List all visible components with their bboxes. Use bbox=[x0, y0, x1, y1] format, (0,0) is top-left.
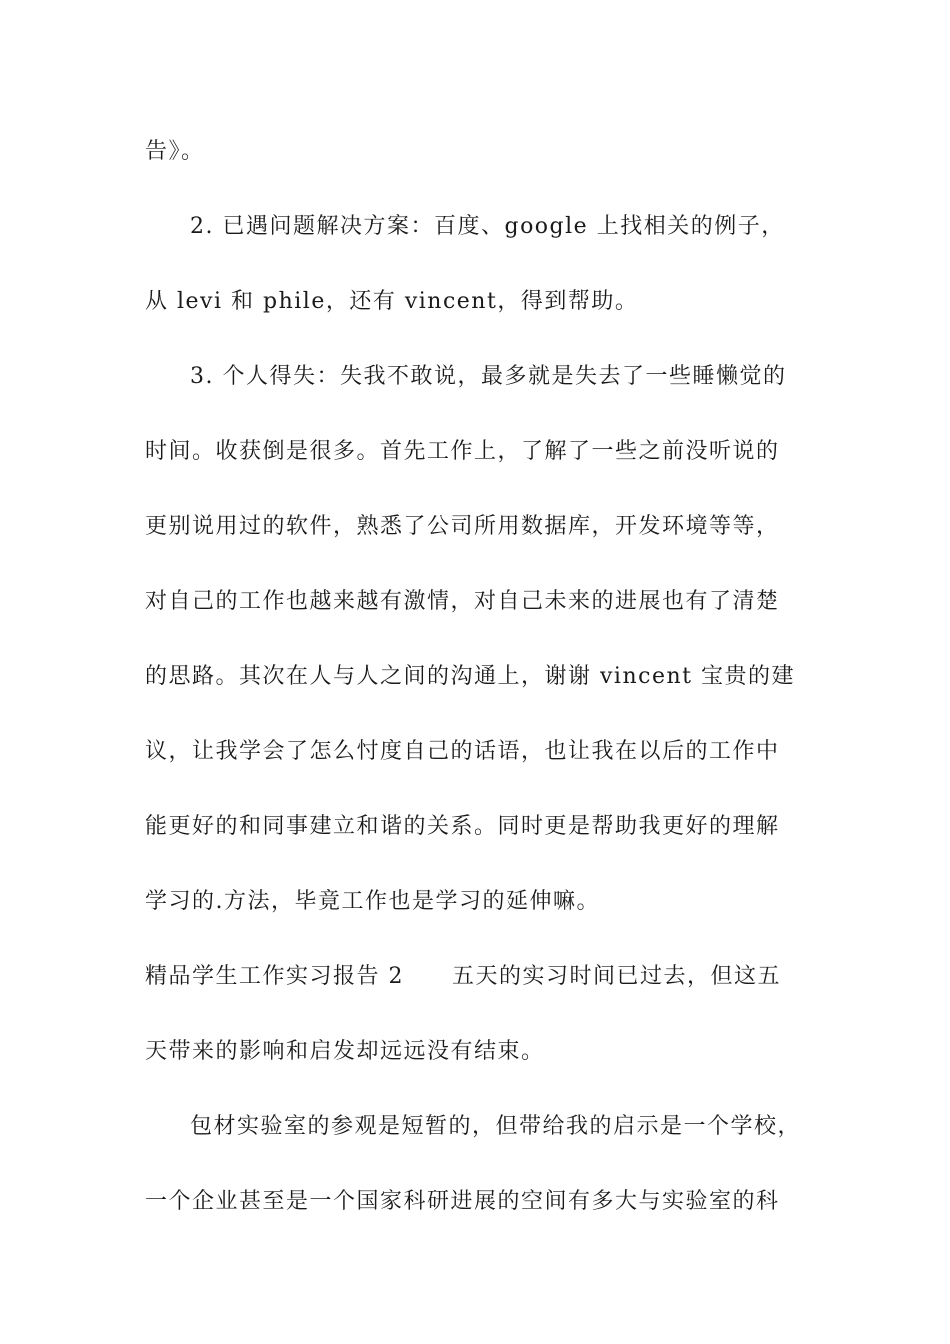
text-line: 学习的.方法，毕竟工作也是学习的延伸嘛。 bbox=[145, 889, 600, 914]
text-line: 时间。收获倒是很多。首先工作上，了解了一些之前没听说的 bbox=[145, 439, 780, 464]
text-line: 能更好的和同事建立和谐的关系。同时更是帮助我更好的理解 bbox=[145, 814, 780, 839]
text-line: 从 levi 和 phile，还有 vincent，得到帮助。 bbox=[145, 289, 639, 314]
text-line: 天带来的影响和启发却远远没有结束。 bbox=[145, 1039, 545, 1064]
section-heading-line bbox=[145, 962, 810, 992]
text-line: 3. 个人得失：失我不敢说，最多就是失去了一些睡懒觉的 bbox=[190, 364, 787, 389]
text-line: 的思路。其次在人与人之间的沟通上，谢谢 vincent 宝贵的建 bbox=[145, 664, 795, 689]
section-heading: 精品学生工作实习报告 2 bbox=[145, 964, 404, 989]
text-line: 告》。 bbox=[145, 139, 205, 164]
text-line: 对自己的工作也越来越有激情，对自己未来的进展也有了清楚 bbox=[145, 589, 780, 614]
text-line: 2. 已遇问题解决方案：百度、google 上找相关的例子， bbox=[190, 214, 785, 239]
text-line: 议，让我学会了怎么忖度自己的话语，也让我在以后的工作中 bbox=[145, 739, 780, 764]
text-run: 五天的实习时间已过去，但这五 bbox=[452, 964, 782, 989]
text-line: 包材实验室的参观是短暂的，但带给我的启示是一个学校， bbox=[190, 1114, 802, 1139]
text-line: 更别说用过的软件，熟悉了公司所用数据库，开发环境等等， bbox=[145, 514, 780, 539]
text-line: 一个企业甚至是一个国家科研进展的空间有多大与实验室的科 bbox=[145, 1189, 780, 1214]
